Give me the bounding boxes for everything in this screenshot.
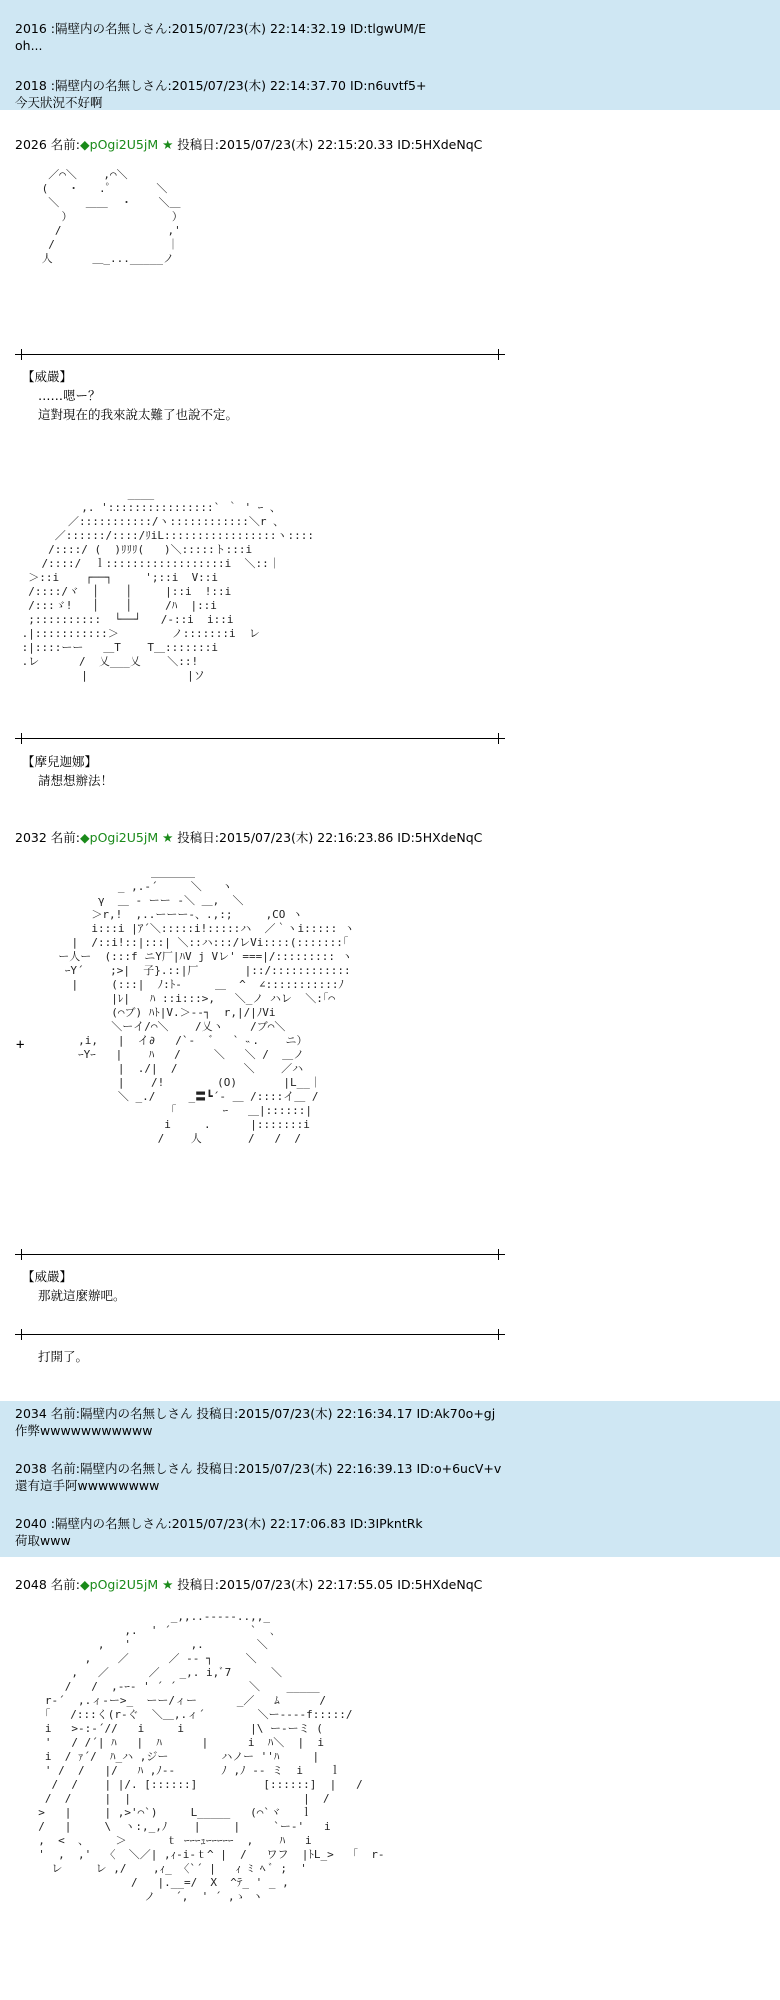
post-number: 2026	[15, 137, 47, 152]
scene-divider	[15, 733, 505, 744]
post-body: 荷取www	[15, 1533, 71, 1548]
post-header: 2040 :隔壁内の名無しさん:2015/07/23(木) 22:17:06.83 ID:3IPkntRk	[15, 1516, 423, 1531]
post-date: 投稿日:2015/07/23(木) 22:15:20.33 ID:5HXdeNqC	[177, 137, 483, 152]
dialog-line: ……嗯ー？	[38, 388, 101, 403]
post-number: 2032	[15, 830, 47, 845]
post-body: 還有這手阿wwwwwwww	[15, 1478, 160, 1493]
ascii-art-3: ＿＿＿＿ _ ,.-´ ＼ ヽ γ ＿ - ーー ‐＼ ＿, ＼ ＞r,! ,..ーーー-、.,:; ,CO ヽ i:::i |ｱ´＼:::::i!:::::ハ ／｀ヽi::::: ヽ | /::i!::|:::| ＼::ハ:::/レVi::::(:::::::｢ ー人ー (:::f ニY厂|ﾊV j Vレ' ===|/::::::::: ヽ ｰY´ ;>| 子}.::|厂 |::/:::::::::::: | (:::| ﾉ:ﾄ- ＿ ^ ∠:::::::::::ﾉ |ﾚ| ﾊ ::i:::>, ＼_ノ ハレ ＼:｢⌒ (⌒ブ) ﾊﾄ|V.＞--┐ r,|/|ﾉVi ＼ーイ/⌒＼ /乂ヽ /ブ⌒＼ ,i, | イ∂ /`- ゛ ` ˵. ニ） ｰYｰ | ﾊ / ＼ ＼ / ＿ノ | ./| / ＼ ／ハ | /! (O) |L__｜ ＼ _./ _〓┗´- ＿ /::::イ＿ / ｢ ｰ ＿|::::::| i . |:::::::i / 人 / / /	[58, 866, 355, 1145]
speaker-label: 【威嚴】	[22, 1269, 73, 1284]
speaker-label: 【摩兒迦娜】	[22, 754, 98, 769]
ascii-art-4: _,,..-‐‐--..,,_ ,. ' ´ ` ､ , ' ,. ＼ , ／ ／ -‐ ┐ ＼ , ／ ／ _,. i,ﾞ7 ＼ / / ,-ｰ‐ ' ´ ´ ＼ _____ r-´ ,.ィ‐ー>_ ーー/ィー _／ ﾑ / ｢ /:::く(r-ぐ ＼＿,.ィ´ ＼ー-‐--f:::::/ i >-:‐´// i i |\ ー‐ーミ ( ' / /´| ﾊ | ﾊ | i ﾊ＼ | i i / ｧ´/ ﾊ_ハ ,ジー ハノー ''ﾊ | ' / / |/ ﾊ ,ﾉ-‐ ﾉ ,ﾉ ‐‐ ミ i ｌ / / | |/. [::::::] [::::::] | / / / | | | / > | | ,>'⌒`) L_____ (⌒`ヾ ｌ / | \ ヽ:,_,ﾉ | | `ー-' i , < 、 ＞ ｔ ｰｰｰｭｰｰｰｰｰ , ﾊ i ' , ,' 〈 ＼／| ,ｨ‐i‐ｔ^ | / ワフ |ﾄL_> 「 r- レ レ ,/ ,ｨ_ 〈`´ | ｨ ﾐ ﾍ ﾞ ; ' / |.__=/ X ^ﾃ_ ' _ , ノ ´, ' ´ ,ゝ ヽ	[38, 1610, 385, 1903]
post-header: 2038 名前:隔壁内の名無しさん 投稿日:2015/07/23(木) 22:16:39.13 ID:o+6ucV+v	[15, 1461, 502, 1476]
ascii-art-1: ／⌒＼ ,⌒＼ ( ・ .゜ ＼ ＼ ＿＿ ・ ＼＿ ） ） / ,' / ｜ 人 ＿_..._____ノ	[41, 168, 183, 265]
scene-divider	[15, 1249, 505, 1260]
dialog-line: 打開了。	[38, 1349, 89, 1364]
post-date: 投稿日:2015/07/23(木) 22:17:55.05 ID:5HXdeNqC	[177, 1577, 483, 1592]
ascii-art-2: ____ ,. '::::::::::::::::` ｀ ' ｰ 、 ／:::::::::::/ヽ::::::::::::＼r 、 ／::::::/::::/ﾘiL:::::::::::::::::ヽ:::: /::::/ ( )ﾘﾘﾘ( )＼:::::ト:::i /::::/ ｌ::::::::::::::::::i ＼::｜ ＞::i ┌──┐ ';::i V::i /::::/ヾ │ │ |::i !::i /:::ゞ! │ │ /ﾊ |::i ;:::::::::: └──┘ /-::i i::i .|:::::::::::＞ ノ:::::::i レ :|::::ーー ＿T T＿:::::::i .レ / 乂___乂 ＼::! | |ソ	[21, 487, 315, 682]
post-number: 2048	[15, 1577, 47, 1592]
post-body: 作弊wwwwwwwwwww	[15, 1423, 153, 1438]
name-label: 名前:	[50, 1577, 81, 1592]
scene-divider	[15, 1329, 505, 1340]
speaker-label: 【威嚴】	[22, 369, 73, 384]
post-header: 2016 :隔壁内の名無しさん:2015/07/23(木) 22:14:32.19 ID:tlgwUM/E	[15, 21, 427, 36]
author-trip[interactable]: ◆pOgi2U5jM ★	[80, 137, 174, 152]
dialog-line: 請想想辦法！	[38, 773, 114, 788]
post-2016	[15, 20, 426, 54]
post-2034	[15, 1405, 495, 1439]
plus-mark: +	[16, 1037, 25, 1053]
scene-divider	[15, 349, 505, 360]
name-label: 名前:	[50, 830, 81, 845]
author-trip[interactable]: ◆pOgi2U5jM ★	[80, 1577, 174, 1592]
post-2032-header	[15, 829, 482, 846]
post-2026-header	[15, 136, 482, 153]
post-header: 2034 名前:隔壁内の名無しさん 投稿日:2015/07/23(木) 22:16:34.17 ID:Ak70o+gj	[15, 1406, 496, 1421]
author-trip[interactable]: ◆pOgi2U5jM ★	[80, 830, 174, 845]
post-body: oh...	[15, 38, 43, 53]
name-label: 名前:	[50, 137, 81, 152]
post-2018	[15, 77, 426, 111]
dialog-line: 那就這麼辦吧。	[38, 1288, 126, 1303]
post-body: 今天狀況不好啊	[15, 95, 103, 110]
dialog-line: 這對現在的我來說太難了也說不定。	[38, 407, 239, 422]
post-2040	[15, 1515, 423, 1549]
post-2038	[15, 1460, 501, 1494]
post-date: 投稿日:2015/07/23(木) 22:16:23.86 ID:5HXdeNqC	[177, 830, 483, 845]
post-2048-header	[15, 1576, 482, 1593]
post-header: 2018 :隔壁内の名無しさん:2015/07/23(木) 22:14:37.70 ID:n6uvtf5+	[15, 78, 427, 93]
